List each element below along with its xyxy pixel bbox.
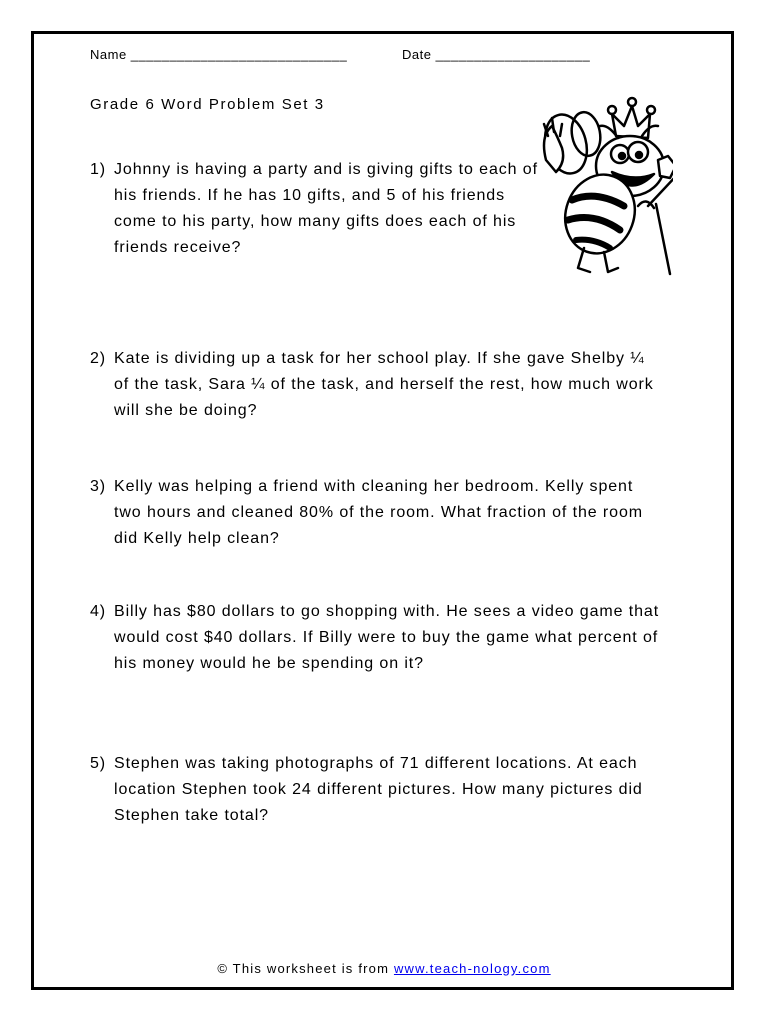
footer-link[interactable]: www.teach-nology.com — [393, 961, 551, 976]
problem-text: Billy has $80 dollars to go shopping with. He sees a video game that would cost $40 dollars. If Billy were to buy the game what percent of his money would he be spending on it? — [114, 603, 660, 672]
name-field-label: Name ____________________________ — [90, 47, 348, 62]
problem-number: 2) — [90, 350, 107, 367]
queen-bee-mascot-icon — [538, 96, 673, 281]
problem-number: 1) — [90, 161, 107, 178]
problem-3 — [90, 474, 664, 552]
problem-number: 5) — [90, 755, 107, 772]
footer-prefix: © This worksheet is from — [217, 961, 394, 976]
problem-text: Kate is dividing up a task for her school play. If she gave Shelby ¼ of the task, Sara ¼ of the task, and herself the rest, how much work will she be doing? — [114, 350, 654, 419]
problem-number: 3) — [90, 478, 107, 495]
problem-text: Stephen was taking photographs of 71 different locations. At each location Stephen took 24 different pictures. How many pictures did Stephen take total? — [114, 755, 643, 824]
page-title: Grade 6 Word Problem Set 3 — [90, 96, 325, 113]
problem-4 — [90, 599, 664, 677]
problem-5 — [90, 751, 664, 829]
footer-credit — [0, 961, 768, 976]
problem-number: 4) — [90, 603, 107, 620]
problem-1 — [90, 157, 544, 261]
problem-2 — [90, 346, 664, 424]
problem-text: Johnny is having a party and is giving gifts to each of his friends. If he has 10 gifts, and 5 of his friends come to his party, how many gifts does each of his friends receive? — [114, 161, 538, 256]
problem-text: Kelly was helping a friend with cleaning her bedroom. Kelly spent two hours and cleaned 80% of the room. What fraction of the room did Kelly help clean? — [114, 478, 643, 547]
date-field-label: Date ____________________ — [402, 47, 591, 62]
